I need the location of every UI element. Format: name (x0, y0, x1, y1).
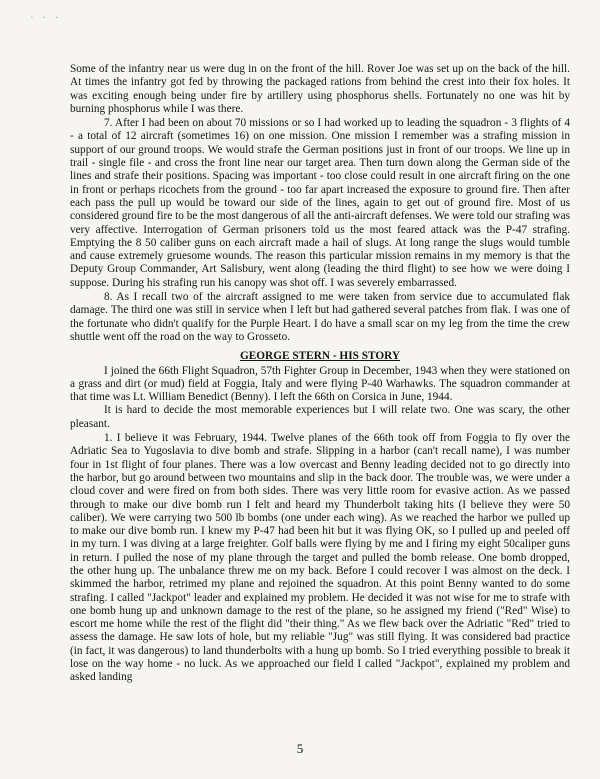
paragraph: It is hard to decide the most memorable experiences but I will relate two. One was scary, the other pleasant. (70, 404, 570, 430)
paragraph: Some of the infantry near us were dug in on the front of the hill. Rover Joe was set up on the back of the hill. At times the infantry got fed by throwing the packaged rations from behind the crest into their fox holes. It was exciting enough being under fire by artillery using phosphorus shells. Fortunately no one was hit by burning phosphorus while I was there. (70, 63, 570, 115)
section-heading: GEORGE STERN - HIS STORY (239, 350, 401, 363)
paragraph: 1. I believe it was February, 1944. Twelve planes of the 66th took off from Foggia to fly over the Adriatic Sea to Yugoslavia to dive bomb and strafe. Slipping in a harbor (can't recall name), I was number four in 1st flight of four planes. There was a low overcast and Benny leading decided not to go directly into the harbor, but go around between two mountains and slip in the back door. The trouble was, we were under a cloud cover and were fired on from both sides. There was very little room for evasive action. As we passed through to make our dive bomb run I felt and heard my Thunderbolt taking hits (I believe they were 50 caliber). We were carrying two 500 lb bombs (one under each wing). As we reached the harbor we pulled up to make our dive bomb run. I knew my P-47 had been hit but it was flying OK, so I pulled up and peeled off in my turn. I was diving at a large freighter. Golf balls were flying by me and I firing my eight 50caliper guns in return. I pulled the nose of my plane through the target and pulled the bomb release. One bomb dropped, the other hung up. The unbalance threw me on my back. Before I could recover I was almost on the deck. I skimmed the harbor, retrimed my plane and rejoined the squadron. At this point Benny wanted to do some strafing. I called "Jackpot" leader and explained my problem. He decided it was not wise for me to strafe with one bomb hung up and unknown damage to the rest of the plane, so he assigned my friend ("Red" Wise) to escort me home while the rest of the flight did "their thing." As we flew back over the Adriatic "Red" tried to assess the damage. He saw lots of hole, but my reliable "Jug" was still flying. It was considered bad practice (in fact, it was dangerous) to land thunderbolts with a hung up bomb. So I tried everything possible to break it lose on the way home - no luck. As we approached our field I called "Jackpot", explained my problem and asked landing (70, 432, 570, 684)
paragraph: 7. After I had been on about 70 missions or so I had worked up to leading the squadron - 3 flights of 4 - a total of 12 aircraft (sometimes 16) on one mission. One mission I remember was a strafing mission in support of our ground troops. We would strafe the German positions just in front of our troops. We line up in trail - single file - and cross the front line near our target area. Then turn down along the German side of the lines and strafe their positions. Spacing was important - too close could result in one aircraft firing on the one in front or perhaps ricochets from the ground - too far apart increased the exposure to ground fire. Then after each pass the pull up would be toward our side of the lines, again to get out of ground fire. Most of us considered ground fire to be the most dangerous of all the anti-aircraft defenses. We were told our strafing was very affective. Interrogation of German prisoners told us the most feared attack was the P-47 strafing. Emptying the 8 50 caliber guns on each aircraft made a hail of slugs. At long range the slugs would tumble and cause extremely gruesome wounds. The reason this particular mission remains in my memory is that the Deputy Group Commander, Art Salisbury, went along (leading the third flight) to see how we were doing I suppose. During his strafing run his canopy was shot off. I was severely embarrassed. (70, 117, 570, 289)
body-text (70, 63, 570, 685)
page-number: 5 (296, 741, 304, 756)
paragraph: I joined the 66th Flight Squadron, 57th Fighter Group in December, 1943 when they were stationed on a grass and dirt (or mud) field at Foggia, Italy and were flying P-40 Warhawks. The squadron commander at that time was Lt. William Benedict (Benny). I left the 66th on Corsica in June, 1944. (70, 364, 570, 404)
paragraph: 8. As I recall two of the aircraft assigned to me were taken from service due to accumulated flak damage. The third one was still in service when I left but had gathered several patches from flak. I was one of the fortunate who didn't qualify for the Purple Heart. I do have a small scar on my leg from the time the crew shuttle went off the road on the way to Grosseto. (70, 291, 570, 343)
corner-mark: · · · (30, 12, 62, 24)
